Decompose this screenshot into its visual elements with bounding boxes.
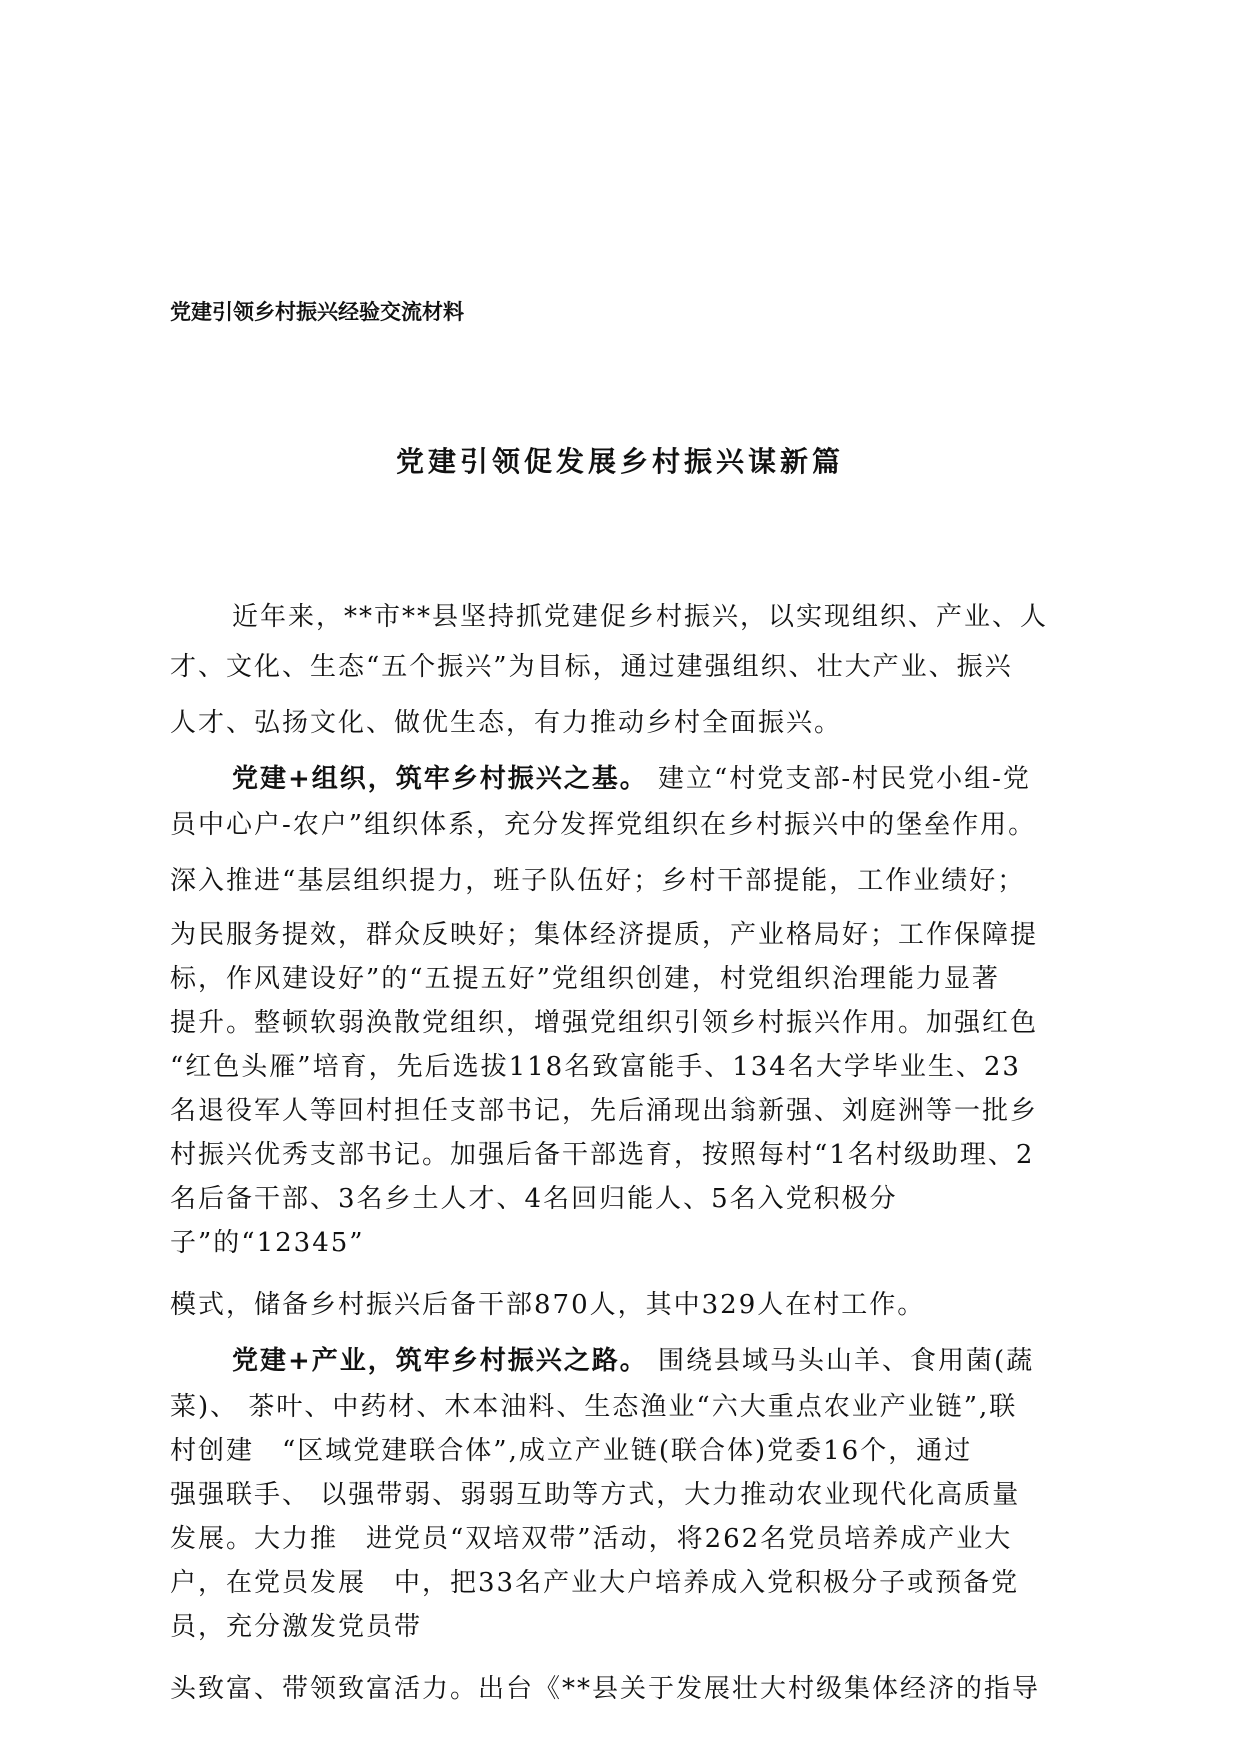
paragraph-3-line-2: 菜)、 茶叶、中药材、木本油料、生态渔业“六大重点农业产业链”,联 [170, 1392, 1018, 1422]
paragraph-2-line-12: 模式，储备乡村振兴后备干部870人，其中329人在村工作。 [170, 1290, 926, 1320]
paragraph-1-line-3: 人才、弘扬文化、做优生态，有力推动乡村全面振兴。 [170, 708, 843, 738]
paragraph-2-line-10: 名后备干部、3名乡土人才、4名回归能人、5名入党积极分 [170, 1184, 898, 1214]
paragraph-3-lead: 党建+产业，筑牢乡村振兴之路。 [232, 1346, 648, 1376]
paragraph-1-line-1: 近年来，**市**县坚持抓党建促乡村振兴，以实现组织、产业、人 [232, 602, 1049, 632]
paragraph-3-line-6: 户，在党员发展 中，把33名产业大户培养成入党积极分子或预备党 [170, 1568, 1020, 1598]
paragraph-2-line-4: 为民服务提效，群众反映好；集体经济提质，产业格局好；工作保障提 [170, 920, 1039, 950]
paragraph-3-first-rest: 围绕县域马头山羊、食用菌(蔬 [647, 1346, 1035, 1376]
document-title: 党建引领促发展乡村振兴谋新篇 [395, 445, 844, 478]
paragraph-2-line-8: 名退役军人等回村担任支部书记，先后涌现出翁新强、刘庭洲等一批乡 [170, 1096, 1039, 1126]
paragraph-2-line-5: 标，作风建设好”的“五提五好”党组织创建，村党组织治理能力显著 [170, 964, 1000, 994]
paragraph-3-line-1 [232, 1346, 1034, 1376]
paragraph-3-line-4: 强强联手、 以强带弱、弱弱互助等方式，大力推动农业现代化高质量 [170, 1480, 1021, 1510]
paragraph-3-line-7: 员，充分激发党员带 [170, 1612, 423, 1642]
paragraph-3-line-5: 发展。大力推 进党员“双培双带”活动，将262名党员培养成产业大 [170, 1524, 1013, 1554]
paragraph-2-line-9: 村振兴优秀支部书记。加强后备干部选育，按照每村“1名村级助理、2 [170, 1140, 1035, 1170]
paragraph-2-first-rest: 建立“村党支部-村民党小组-党 [647, 764, 1031, 794]
paragraph-1-line-2: 才、文化、生态“五个振兴”为目标，通过建强组织、壮大产业、振兴 [170, 652, 1013, 682]
paragraph-2-line-7: “红色头雁”培育，先后选拔118名致富能手、134名大学毕业生、23 [170, 1052, 1021, 1082]
document-header: 党建引领乡村振兴经验交流材料 [170, 300, 464, 324]
paragraph-2-line-6: 提升。整顿软弱涣散党组织，增强党组织引领乡村振兴作用。加强红色 [170, 1008, 1039, 1038]
paragraph-2-lead: 党建+组织，筑牢乡村振兴之基。 [232, 764, 648, 794]
paragraph-2-line-3: 深入推进“基层组织提力，班子队伍好；乡村干部提能，工作业绩好； [170, 866, 1026, 896]
paragraph-2-line-11: 子”的“12345” [170, 1228, 365, 1258]
paragraph-2-line-1 [232, 764, 1031, 794]
paragraph-3-line-8: 头致富、带领致富活力。出台《**县关于发展壮大村级集体经济的指导 [170, 1674, 1041, 1704]
paragraph-3-line-3: 村创建 “区域党建联合体”,成立产业链(联合体)党委16个，通过 [170, 1436, 973, 1466]
paragraph-2-line-2: 员中心户-农户”组织体系，充分发挥党组织在乡村振兴中的堡垒作用。 [170, 810, 1037, 840]
